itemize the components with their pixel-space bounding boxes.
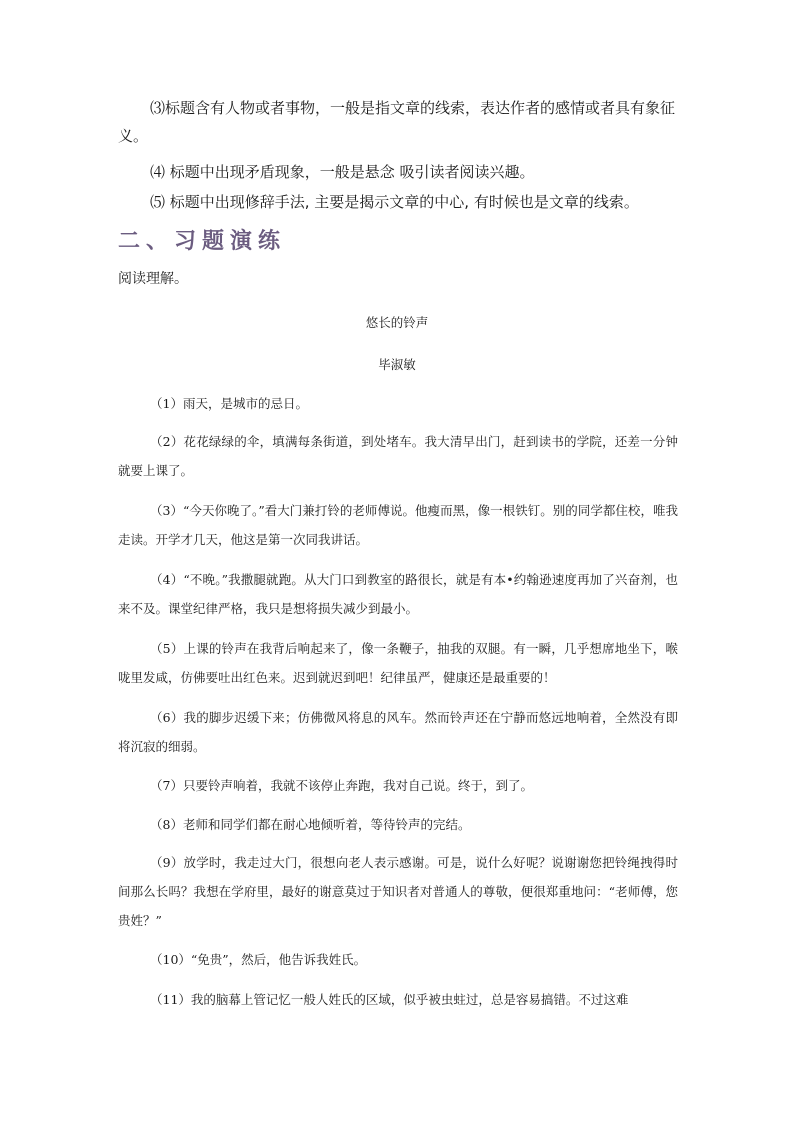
paragraph-7: （7）只要铃声响着，我就不该停止奔跑，我对自己说。终于，到了。	[150, 778, 533, 793]
intro-text-3: ⑶标题含有人物或者事物，一般是指文章的线索，表达作者的感情或者具有象征义。	[118, 99, 676, 145]
paragraph-3: （3）“今天你晚了。”看大门兼打铃的老师傅说。他瘦而黑，像一根铁钉。别的同学都住校，唯我走读。开学才几天，他这是第一次同我讲话。	[118, 503, 678, 547]
paragraph-1: （1）雨天，是城市的忌日。	[150, 396, 308, 411]
article-author: 毕淑敏	[378, 357, 416, 372]
intro-text-5: ⑸ 标题中出现修辞手法, 主要是揭示文章的中心, 有时候也是文章的线索。	[150, 193, 639, 211]
paragraph-11: （11）我的脑幕上管记忆一般人姓氏的区域，似乎被虫蛀过，总是容易搞错。不过这难	[150, 992, 629, 1007]
paragraph-6: （6）我的脚步迟缓下来；仿佛微风将息的风车。然而铃声还在宁静而悠远地响着，全然没有即将沉寂的细弱。	[118, 710, 678, 754]
intro-item-4	[118, 158, 678, 186]
paragraph-2: （2）花花绿绿的伞，填满每条街道，到处堵车。我大清早出门，赶到读书的学院，还差一分钟就要上课了。	[118, 434, 678, 478]
paragraph-8: （8）老师和同学们都在耐心地倾听着，等待铃声的完结。	[150, 817, 471, 832]
paragraph-5: （5）上课的铃声在我背后响起来了，像一条鞭子，抽我的双腿。有一瞬，几乎想席地坐下，喉咙里发咸，仿佛要吐出红色来。迟到就迟到吧！纪律虽严，健康还是最重要的！	[118, 641, 678, 685]
intro-item-3	[118, 94, 678, 150]
paragraph-9: （9）放学时，我走过大门，很想向老人表示感谢。可是，说什么好呢？说谢谢您把铃绳拽得时间那么长吗？我想在学府里，最好的谢意莫过于知识者对普通人的尊敬，便很郑重地问：“老师傅，您贵姓？”	[118, 855, 678, 928]
intro-item-5	[118, 188, 678, 216]
article-title: 悠长的铃声	[365, 315, 429, 330]
intro-text-4: ⑷ 标题中出现矛盾现象，一般是悬念 吸引读者阅读兴趣。	[150, 163, 535, 181]
paragraph-4: （4）“不晚。”我撒腿就跑。从大门口到教室的路很长，就是有本•约翰逊速度再加了兴奋剂，也来不及。课堂纪律严格，我只是想将损失减少到最小。	[118, 572, 678, 616]
paragraph-10: （10）“免贵”，然后，他告诉我姓氏。	[150, 952, 367, 967]
task-label: 阅读理解。	[118, 271, 188, 287]
section-heading: 二、习题演练	[118, 228, 287, 254]
